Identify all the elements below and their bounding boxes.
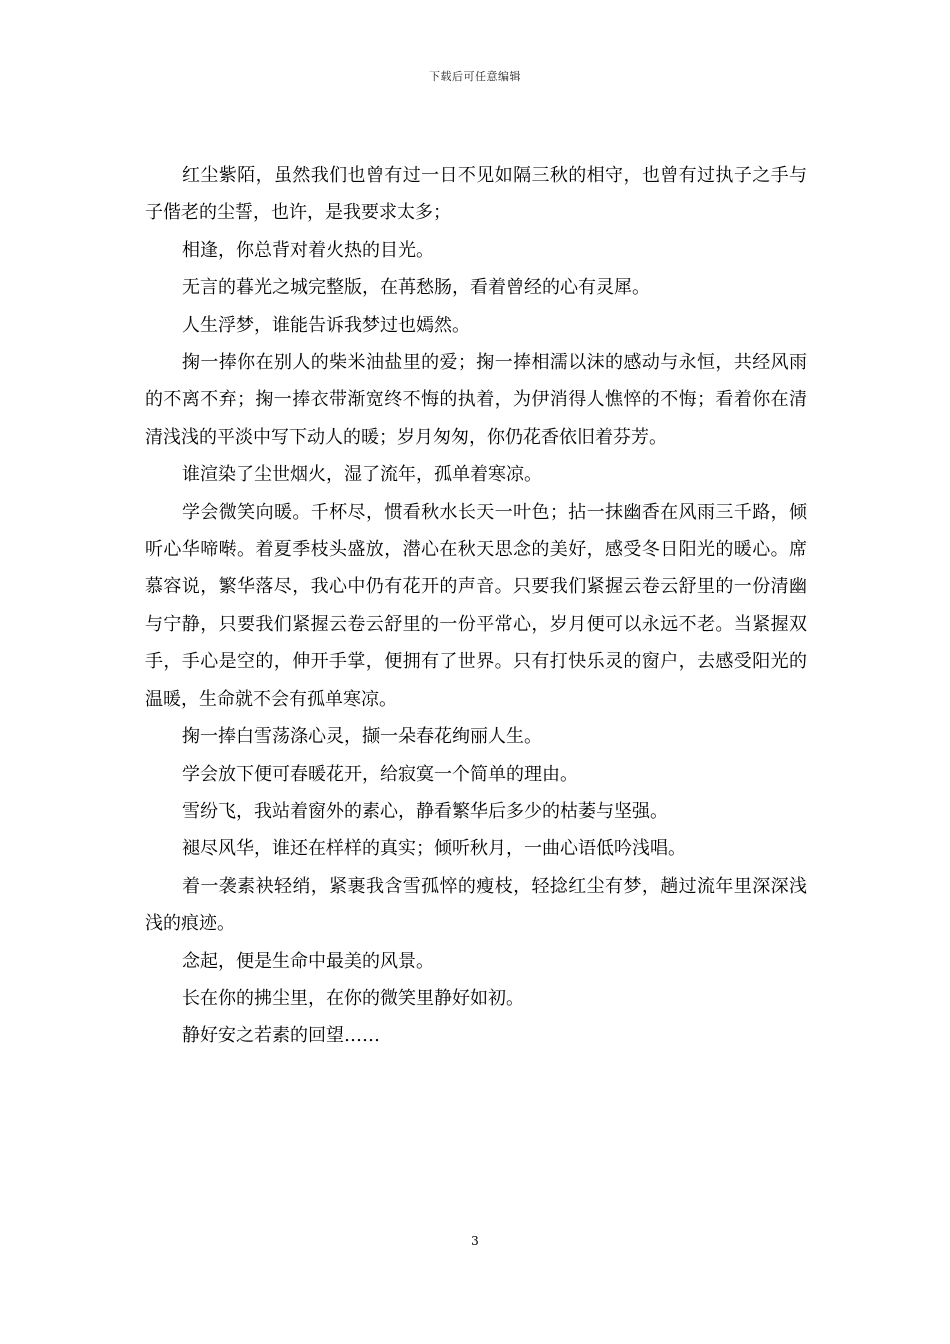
header-note: 下载后可任意编辑: [429, 70, 521, 83]
paragraph: 学会微笑向暖。千杯尽，惯看秋水长天一叶色；拈一抹幽香在风雨三千路，倾听心华啼啭。着夏季枝头盛放，潜心在秋天思念的美好，感受冬日阳光的暖心。席慕容说，繁华落尽，我心中仍有花开的声音。只要我们紧握云卷云舒里的一份清幽与宁静，只要我们紧握云卷云舒里的一份平常心，岁月便可以永远不老。当紧握双手，手心是空的，伸开手掌，便拥有了世界。只有打快乐灵的窗户，去感受阳光的温暖，生命就不会有孤单寒凉。: [145, 501, 807, 710]
paragraph: 静好安之若素的回望……: [182, 1025, 380, 1047]
body-text: [145, 157, 807, 1055]
paragraph: 念起，便是生命中最美的风景。: [182, 950, 434, 972]
paragraph: 长在你的拂尘里，在你的微笑里静好如初。: [182, 987, 524, 1009]
paragraph: 无言的暮光之城完整版，在苒愁肠，看着曾经的心有灵犀。: [182, 277, 650, 299]
paragraph: 学会放下便可春暖花开，给寂寞一个简单的理由。: [182, 763, 578, 785]
paragraph: 人生浮梦，谁能告诉我梦过也嫣然。: [182, 314, 470, 336]
page-number: 3: [471, 1234, 479, 1248]
paragraph: 红尘紫陌，虽然我们也曾有过一日不见如隔三秋的相守，也曾有过执子之手与子偕老的尘誓，也许，是我要求太多；: [145, 165, 807, 224]
paragraph: 掬一捧你在别人的柴米油盐里的爱；掬一捧相濡以沫的感动与永恒，共经风雨的不离不弃；掬一捧衣带渐宽终不悔的执着，为伊消得人憔悴的不悔；看着你在清清浅浅的平淡中写下动人的暖；岁月匆匆，你仍花香依旧着芬芳。: [145, 352, 807, 448]
paragraph: 雪纷飞，我站着窗外的素心，静看繁华后多少的枯萎与坚强。: [182, 800, 668, 822]
paragraph: 着一袭素袂轻绡，紧裹我含雪孤悴的瘦枝，轻捻红尘有梦，趟过流年里深深浅浅的痕迹。: [145, 875, 807, 935]
paragraph: 褪尽风华，谁还在样样的真实；倾听秋月，一曲心语低吟浅唱。: [182, 838, 686, 860]
paragraph: 掬一捧白雪荡涤心灵，撷一朵春花绚丽人生。: [182, 726, 542, 748]
paragraph: 相逢，你总背对着火热的目光。: [182, 239, 434, 261]
paragraph: 谁渲染了尘世烟火，湿了流年，孤单着寒凉。: [182, 464, 542, 486]
